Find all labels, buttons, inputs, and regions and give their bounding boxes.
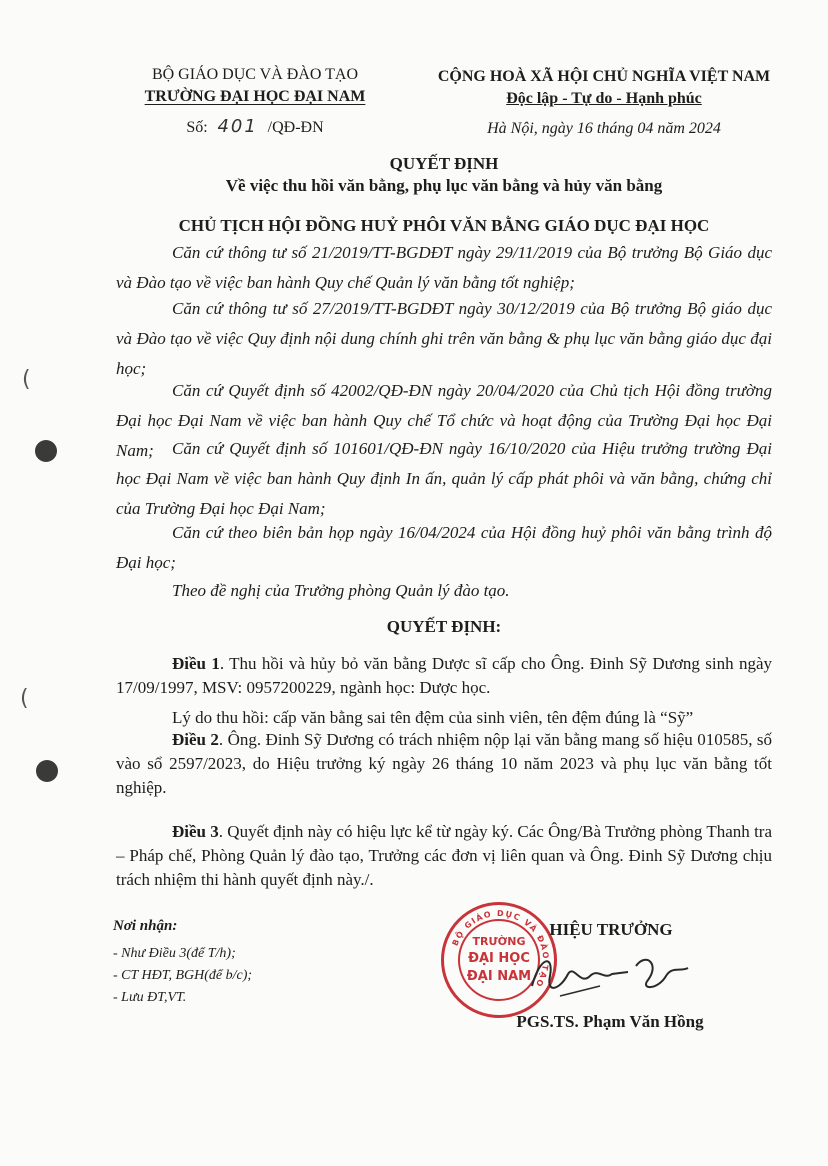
article-2-label: Điều 2 — [172, 730, 219, 749]
preamble-item: Căn cứ Quyết định số 42002/QĐ-ĐN ngày 20/04/2020 của Chủ tịch Hội đồng trường Đại học Đại Nam về việc ban hành Quy chế Tổ chức và hoạt động của Trường Đại học Đại Nam; — [116, 381, 772, 460]
article-1-label: Điều 1 — [172, 654, 220, 673]
signer-title: HIỆU TRƯỞNG — [549, 920, 673, 939]
article-1-reason: Lý do thu hồi: cấp văn bằng sai tên đệm của sinh viên, tên đệm đúng là “Sỹ” — [172, 708, 694, 727]
university-name-text: TRƯỜNG ĐẠI HỌC ĐẠI NAM — [144, 88, 366, 105]
preamble-item: Căn cứ theo biên bản họp ngày 16/04/2024 của Hội đồng huỷ phôi văn bằng trình độ Đại học; — [116, 523, 772, 572]
seal-ring-label: BỘ GIÁO DỤC VÀ ĐÀO TẠO — [450, 908, 551, 990]
national-block — [408, 66, 800, 140]
punch-hole-top — [35, 440, 57, 462]
seal-line-3: ĐẠI NAM — [466, 969, 532, 984]
document-title: QUYẾT ĐỊNH — [389, 154, 499, 173]
country-name: CỘNG HOÀ XÃ HỘI CHỦ NGHĨA VIỆT NAM — [437, 68, 771, 85]
ministry-name: BỘ GIÁO DỤC VÀ ĐÀO TẠO — [151, 66, 359, 83]
national-motto — [408, 88, 800, 110]
article-1 — [116, 652, 772, 700]
issuer-block — [115, 64, 395, 139]
signer-name: PGS.TS. Phạm Văn Hồng — [516, 1012, 704, 1031]
article-1-text: . Thu hồi và hủy bỏ văn bằng Dược sĩ cấp cho Ông. Đinh Sỹ Dương sinh ngày 17/09/1997, MSV: 0957200229, ngành học: Dược học. — [116, 654, 772, 697]
recipient-item: - Như Điều 3(để T/h); — [113, 946, 236, 961]
recipients-heading: Nơi nhận: — [113, 918, 178, 934]
document-number — [115, 116, 395, 139]
recipient-item: - Lưu ĐT,VT. — [113, 990, 187, 1005]
article-3-label: Điều 3 — [172, 822, 219, 841]
number-suffix: /QĐ-ĐN — [267, 119, 324, 136]
seal-line-1: TRƯỜNG — [472, 935, 526, 948]
seal-line-2: ĐẠI HỌC — [468, 951, 530, 966]
decision-heading: QUYẾT ĐỊNH: — [386, 617, 502, 636]
place-date: Hà Nội, ngày 16 tháng 04 năm 2024 — [487, 120, 721, 137]
article-2-text: . Ông. Đinh Sỹ Dương có trách nhiệm nộp lại văn bằng mang số hiệu 010585, số vào sổ 2597/2023, do Hiệu trưởng ký ngày 26 tháng 10 năm 2023 và phụ lục văn bằng tốt nghiệp. — [116, 730, 772, 797]
number-prefix: Số: — [186, 119, 208, 136]
handwritten-signature — [520, 946, 710, 1002]
article-2 — [116, 728, 772, 800]
preamble-item: Căn cứ Quyết định số 101601/QĐ-ĐN ngày 16/10/2020 của Hiệu trưởng trường Đại học Đại Nam về việc ban hành Quy định In ấn, quản lý cấp phát phôi và văn bằng, chứng chỉ của Trường Đại học Đại Nam; — [116, 439, 772, 518]
binder-mark-bottom: ( — [20, 686, 29, 711]
preamble-item: Căn cứ thông tư số 27/2019/TT-BGDĐT ngày 30/12/2019 của Bộ trưởng Bộ giáo dục và Đào tạo về việc Quy định nội dung chính ghi trên văn bằng & phụ lục văn bằng giáo dục đại học; — [116, 299, 772, 378]
article-3-text: . Quyết định này có hiệu lực kể từ ngày ký. Các Ông/Bà Trưởng phòng Thanh tra – Pháp chế, Phòng Quản lý đào tạo, Trưởng các đơn vị liên quan và Ông. Đinh Sỹ Dương chịu trách nhiệm thi hành quyết định này./. — [116, 822, 772, 889]
punch-hole-bottom — [36, 760, 58, 782]
recipient-item: - CT HĐT, BGH(để b/c); — [113, 968, 253, 983]
national-motto-text: Độc lập - Tự do - Hạnh phúc — [506, 90, 702, 107]
issuing-authority: CHỦ TỊCH HỘI ĐỒNG HUỶ PHÔI VĂN BẰNG GIÁO DỤC ĐẠI HỌC — [178, 216, 710, 235]
article-3 — [116, 820, 772, 892]
recipients-block — [113, 915, 252, 1009]
document-subject: Về việc thu hồi văn bằng, phụ lục văn bằng và hủy văn bằng — [225, 176, 663, 195]
number-handwritten: 401 — [217, 116, 258, 137]
preamble-item: Theo đề nghị của Trưởng phòng Quản lý đào tạo. — [172, 581, 510, 600]
preamble-item: Căn cứ thông tư số 21/2019/TT-BGDĐT ngày 29/11/2019 của Bộ trưởng Bộ Giáo dục và Đào tạo về việc ban hành Quy chế Quản lý văn bằng tốt nghiệp; — [116, 243, 772, 292]
university-name — [115, 86, 395, 108]
binder-mark-top: ( — [22, 367, 31, 392]
